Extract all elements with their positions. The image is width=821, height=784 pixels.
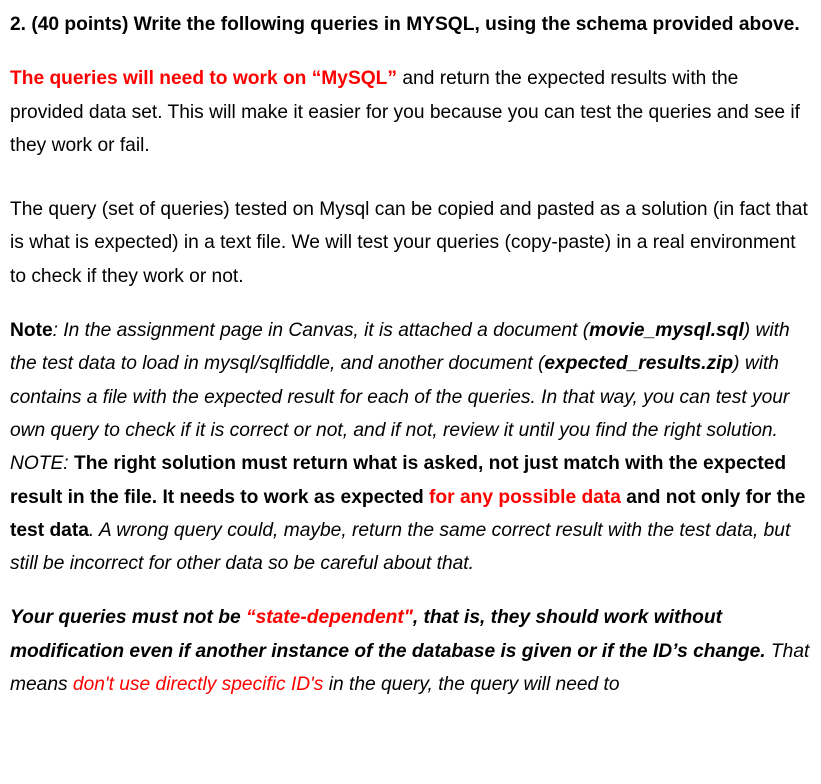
question-heading: 2. (40 points) Write the following queries in MYSQL, using the schema provided above.: [10, 14, 800, 35]
note-text-2: ) with the test data to load in mysql/sqlfiddle, and another document (: [10, 320, 790, 375]
note-label: Note: [10, 320, 53, 342]
note-emphasis-2: and not only for the test data: [10, 486, 806, 541]
note-paragraph: [10, 314, 815, 580]
copy-paste-paragraph: The query (set of queries) tested on Mysql can be copied and pasted as a solution (in fact that is what is expected) in a text file. We will test your queries (copy-paste) in a real environment to check if they work or not.: [10, 199, 808, 287]
file-name-movie-sql: movie_mysql.sql: [589, 320, 744, 342]
note-emphasis-1: The right solution must return what is asked, not just match with the expected result in the file. It needs to work as expected: [10, 453, 787, 508]
state-dependent-term: “state-dependent": [245, 607, 413, 629]
note-emphasis-any-data: for any possible data: [429, 486, 621, 508]
note-text-3: ) with contains a file with the expected result for each of the queries. In that way, you can test your own query to check if it is correct or not, and if not, review it until you find the right solution. NOTE:: [10, 353, 790, 475]
state-ids-warning: don't use directly specific ID's: [72, 674, 324, 696]
state-dependent-paragraph: [10, 601, 815, 701]
mysql-requirement-emphasis: The queries will need to work on “MySQL”: [10, 68, 398, 90]
state-text-1: That means: [10, 640, 810, 696]
mysql-requirement-text: and return the expected results with the provided data set. This will make it easier for you because you can test the queries and see if they work or fail.: [10, 68, 800, 156]
mysql-requirement-paragraph: [10, 62, 815, 162]
note-text-1: : In the assignment page in Canvas, it is attached a document (: [52, 320, 590, 342]
document-page: [10, 8, 815, 701]
file-name-expected-results: expected_results.zip: [544, 353, 734, 375]
state-text-2: in the query, the query will need to: [323, 674, 620, 696]
note-text-4: . A wrong query could, maybe, return the same correct result with the test data, but still be incorrect for other data so be careful about that.: [10, 519, 791, 575]
state-emphasis-2: , that is, they should work without modification even if another instance of the database is given or if the ID’s change.: [10, 607, 766, 662]
state-emphasis-1: Your queries must not be: [10, 607, 246, 629]
